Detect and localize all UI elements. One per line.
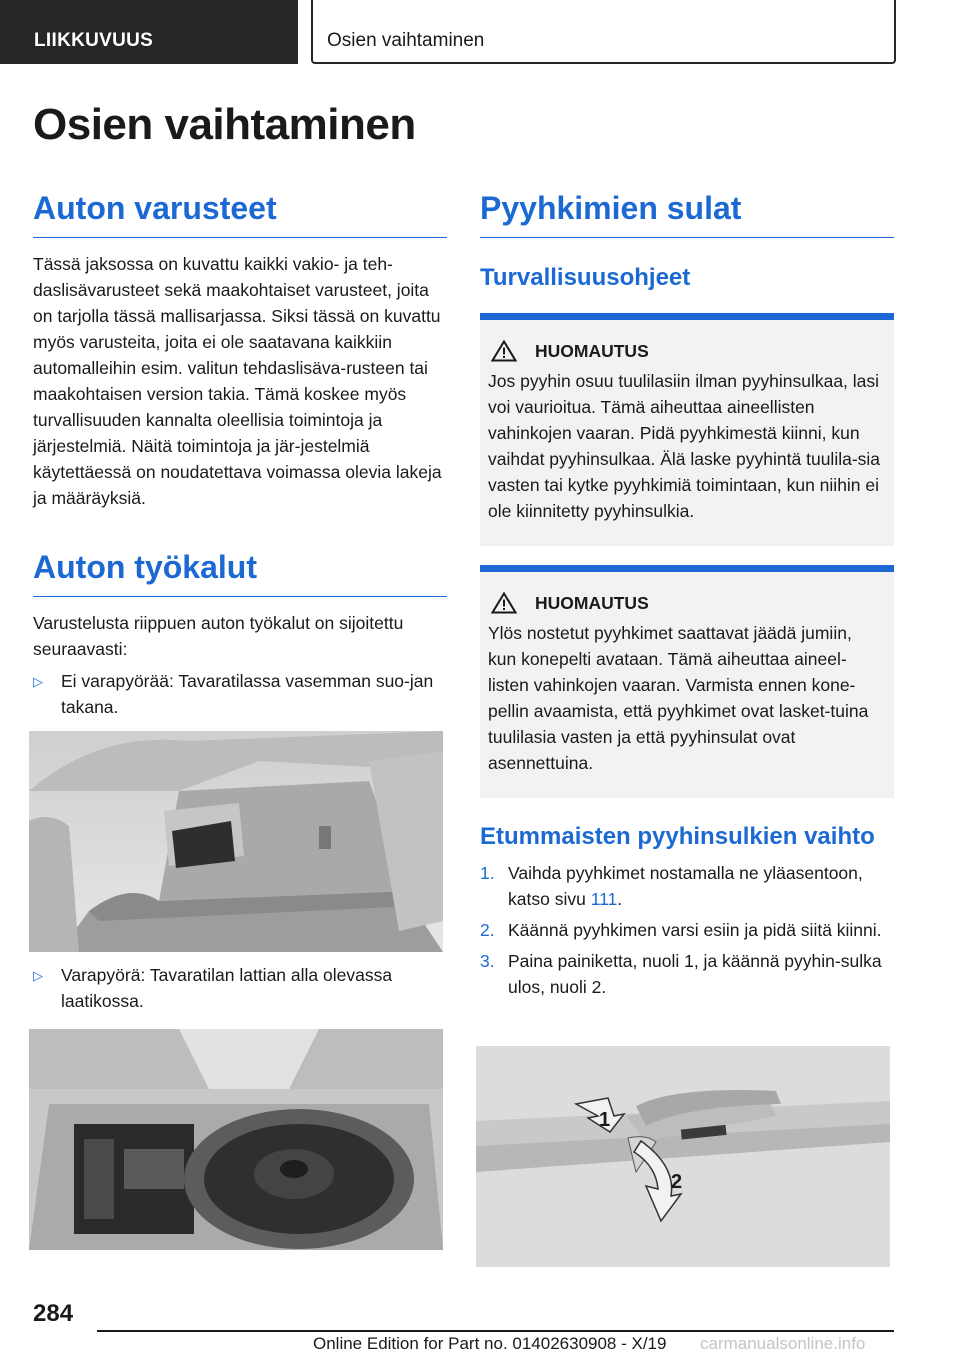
page-link[interactable]: 111 (590, 889, 618, 909)
topic-tab (311, 0, 896, 64)
step-text: Paina painiketta, nuoli 1, ja käännä pyyhin-sulka ulos, nuoli 2. (508, 951, 882, 997)
step-item (480, 860, 894, 912)
note-label: HUOMAUTUS (535, 340, 649, 361)
page-number: 284 (33, 1300, 74, 1327)
section-heading-wiper-blades: Pyyhkimien sulat (480, 190, 894, 238)
warning-triangle-icon (491, 592, 517, 614)
warning-triangle-icon (491, 340, 517, 362)
left-column (33, 190, 447, 720)
note-title (488, 592, 882, 614)
topic-label: Osien vaihtaminen (327, 30, 485, 51)
page-title: Osien vaihtaminen (33, 100, 416, 149)
step-text: Vaihda pyyhkimet nostamalla ne yläasentoon, katso sivu (508, 863, 863, 909)
footer-divider (97, 1330, 894, 1332)
triangle-bullet-icon: ▷ (33, 968, 43, 983)
right-column (480, 190, 894, 1005)
bullet-text: Varapyörä: Tavaratilan lattian alla olevassa laatikossa. (61, 965, 393, 1011)
equipment-paragraph: Tässä jaksossa on kuvattu kaikki vakio- ja teh-daslisävarusteet sekä maakohtaiset varusteet, joita on tarjolla tässä mallisarjassa. Siksi tässä on kuvattu myös varusteita, joita ei ole saatavana kaikkiin automalleihin esim. valitun tehdaslisäva-rusteen tai maakohtaisen version takia. Tämä koskee myös turvallisuuden kannalta oleellisia toimintoja ja järjestelmiä. Näitä toimintoja ja jär-jestelmiä käytettäessä on noudatettava voimassa olevia lakeja ja määräyksiä. (33, 254, 442, 508)
note-text: Jos pyyhin osuu tuulilasiin ilman pyyhinsulkaa, lasi voi vaurioitua. Tämä aiheuttaa aineellisten vahinkojen vaaran. Pidä pyyhkimestä kiinni, kun vaihdat pyyhinsulkaa. Älä laske pyyhintä tuulila-sia vasten tai kytke pyyhkimiä toimintaan, kun niihin ei ole kiinnitetty pyyhinsulkia. (488, 371, 881, 521)
edition-text: Online Edition for Part no. 01402630908 - X/19 (313, 1334, 667, 1353)
list-item (33, 668, 447, 720)
note-text: Ylös nostetut pyyhkimet saattavat jäädä jumiin, kun konepelti avataan. Tämä aiheuttaa aineel-listen vahinkojen vaaran. Varmista ennen kone-pellin avaamista, että pyyhkimet ovat lasket-tuina tuulilasia vasten ja että pyyhinsulat ovat asennettuina. (488, 623, 869, 773)
step-item (480, 948, 894, 1000)
section-heading-tools: Auton työkalut (33, 549, 447, 597)
triangle-bullet-icon: ▷ (33, 674, 43, 689)
tools-paragraph: Varustelusta riippuen auton työkalut on sijoitettu seuraavasti: (33, 613, 404, 659)
note-title (488, 340, 882, 362)
step-item (480, 917, 894, 943)
subheading-safety: Turvallisuusohjeet (480, 264, 691, 291)
step-number: 2. (480, 920, 495, 940)
arrow-label-2: 2 (671, 1171, 683, 1193)
warning-note (480, 313, 894, 546)
step-number: 1. (480, 863, 495, 883)
left-column-lower (33, 962, 447, 1014)
section-heading-equipment: Auton varusteet (33, 190, 447, 238)
arrow-label-1: 1 (599, 1109, 611, 1131)
spare-wheel-photo (29, 1029, 443, 1250)
subheading-front-wiper-change: Etummaisten pyyhinsulkien vaihto (480, 823, 875, 850)
section-tab (0, 0, 298, 64)
warning-note (480, 565, 894, 798)
step-text-end: . (617, 889, 623, 909)
step-text: Käännä pyyhkimen varsi esiin ja pidä siitä kiinni. (508, 920, 882, 940)
wiper-blade-illustration (476, 1046, 890, 1267)
section-label: LIIKKUVUUS (34, 30, 154, 51)
watermark: carmanualsonline.info (700, 1334, 866, 1353)
note-label: HUOMAUTUS (535, 592, 649, 613)
step-list (480, 860, 894, 1000)
list-item (33, 962, 447, 1014)
bullet-text: Ei varapyörää: Tavaratilassa vasemman suo-jan takana. (61, 671, 434, 717)
trunk-photo (29, 731, 443, 952)
step-number: 3. (480, 951, 495, 971)
